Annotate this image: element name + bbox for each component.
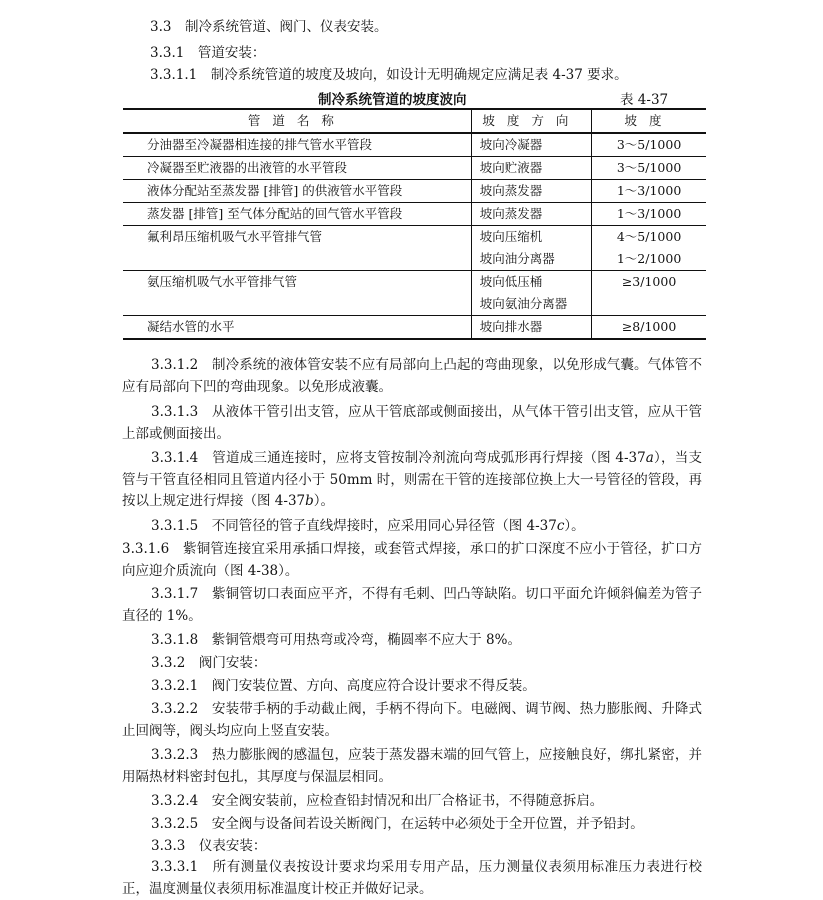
cell-name: 蒸发器 [排管] 至气体分配站的回气管水平管段 (123, 203, 471, 226)
cell-slope: 1～3/1000 (592, 180, 706, 203)
cell-direction (471, 271, 591, 316)
table-row (123, 180, 706, 203)
clause-text: 3.3.1.4 管道成三通连接时，应将支管按制冷剂流向弯成弧形再行焊接（图 4-37 (151, 450, 646, 466)
section-heading-3-3: 3.3 制冷系统管道、阀门、仪表安装。 (150, 19, 388, 35)
clause-text: ）。 (564, 518, 585, 534)
cell-direction-line: 坡向油分离器 (479, 251, 555, 266)
clause-text: 3.3.1.5 不同管径的管子直线焊接时，应采用同心异径管（图 4-37 (151, 518, 557, 534)
table-title: 制冷系统管道的坡度波向 (318, 92, 467, 108)
table-row (123, 226, 706, 271)
clause-3-3-1-8: 3.3.1.8 紫铜管煨弯可用热弯或冷弯，椭圆率不应大于 8%。 (151, 632, 521, 648)
cell-direction: 坡向冷凝器 (471, 133, 591, 157)
cell-slope-line: 4～5/1000 (616, 229, 682, 244)
slope-table (123, 108, 706, 340)
cell-direction (471, 226, 591, 271)
cell-slope: 1～3/1000 (592, 203, 706, 226)
table-caption (0, 88, 823, 108)
cell-name: 冷凝器至贮液器的出液管的水平管段 (123, 157, 471, 180)
cell-direction: 坡向贮液器 (471, 157, 591, 180)
clause-3-3-2-5: 3.3.2.5 安全阀与设备间若设关断阀门，在运转中必须处于全开位置，并予铅封。 (151, 816, 644, 832)
table-row (123, 133, 706, 157)
table-row (123, 316, 706, 340)
cell-direction-line: 坡向低压桶 (479, 274, 543, 289)
cell-slope (592, 271, 706, 316)
cell-name: 凝结水管的水平 (123, 316, 471, 340)
clause-3-3-2-2: 3.3.2.2 安装带手柄的手动截止阀，手柄不得向下。电磁阀、调节阀、热力膨胀阀、升降式止回阀等，阀头均应向上竖直安装。 (122, 701, 702, 739)
header-slope: 坡度 (592, 109, 706, 133)
clause-text: ）。 (313, 493, 335, 509)
cell-slope-line: 1～2/1000 (616, 251, 682, 266)
cell-name: 氨压缩机吸气水平管排气管 (123, 271, 471, 316)
cell-direction: 坡向排水器 (471, 316, 591, 340)
clause-3-3-2-3: 3.3.2.3 热力膨胀阀的感温包，应装于蒸发器末端的回气管上，应接触良好，绑扎紧密，并用隔热材料密封包扎，其厚度与保温层相同。 (122, 747, 702, 785)
clause-3-3-2-1: 3.3.2.1 阀门安装位置、方向、高度应符合设计要求不得反装。 (151, 678, 536, 694)
cell-slope-line: ≥3/1000 (621, 274, 677, 289)
cell-name: 液体分配站至蒸发器 [排管] 的供液管水平管段 (123, 180, 471, 203)
figure-suffix: b (305, 493, 314, 509)
cell-slope: 3～5/1000 (592, 157, 706, 180)
table-number: 表 4-37 (620, 92, 669, 108)
clause-text: ），当支管与干管直径相同且管道内径小于 50mm 时，则需在干管的连接部位换上大一号管径的管段，再按以上规定进行焊接（图 4-37 (122, 450, 702, 509)
clause-3-3-1-1: 3.3.1.1 制冷系统管道的坡度及坡向，如设计无明确规定应满足表 4-37 要求。 (150, 67, 628, 83)
section-heading-3-3-3: 3.3.3 仪表安装： (151, 838, 267, 854)
clause-3-3-1-2: 3.3.1.2 制冷系统的液体管安装不应有局部向上凸起的弯曲现象，以免形成气囊。气体管不应有局部向下凹的弯曲现象。以免形成液囊。 (122, 357, 702, 395)
clause-3-3-1-5 (122, 516, 702, 538)
table-row (123, 271, 706, 316)
cell-direction-line: 坡向压缩机 (479, 229, 543, 244)
cell-direction-line: 坡向氨油分离器 (479, 296, 568, 311)
clause-3-3-2-4: 3.3.2.4 安全阀安装前，应检查铅封情况和出厂合格证书，不得随意拆启。 (151, 793, 604, 809)
table-row (123, 203, 706, 226)
cell-slope (592, 226, 706, 271)
cell-slope: ≥8/1000 (592, 316, 706, 340)
cell-name: 分油器至冷凝器相连接的排气管水平管段 (123, 133, 471, 157)
figure-suffix: c (556, 518, 565, 534)
table-row (123, 157, 706, 180)
section-heading-3-3-2: 3.3.2 阀门安装： (151, 655, 267, 671)
section-heading-3-3-1: 3.3.1 管道安装： (150, 45, 266, 61)
cell-slope: 3～5/1000 (592, 133, 706, 157)
clause-3-3-3-1: 3.3.3.1 所有测量仪表按设计要求均采用专用产品，压力测量仪表须用标准压力表进行校正，温度测量仪表须用标准温度计校正并做好记录。 (122, 859, 702, 897)
clause-3-3-1-6: 3.3.1.6 紫铜管连接宜采用承插口焊接，或套管式焊接，承口的扩口深度不应小于管径，扩口方向应迎介质流向（图 4-38）。 (122, 541, 702, 579)
clause-3-3-1-3: 3.3.1.3 从液体干管引出支管，应从干管底部或侧面接出，从气体干管引出支管，应从干管上部或侧面接出。 (122, 404, 702, 442)
clause-3-3-1-4 (122, 448, 702, 513)
figure-suffix: a (645, 450, 654, 466)
clause-3-3-1-7: 3.3.1.7 紫铜管切口表面应平齐，不得有毛刺、凹凸等缺陷。切口平面允许倾斜偏差为管子直径的 1%。 (122, 586, 702, 624)
header-pipe-name: 管道名称 (123, 109, 471, 133)
cell-direction: 坡向蒸发器 (471, 203, 591, 226)
cell-direction: 坡向蒸发器 (471, 180, 591, 203)
cell-name: 氟利昂压缩机吸气水平管排气管 (123, 226, 471, 271)
header-slope-direction: 坡度方向 (471, 109, 591, 133)
